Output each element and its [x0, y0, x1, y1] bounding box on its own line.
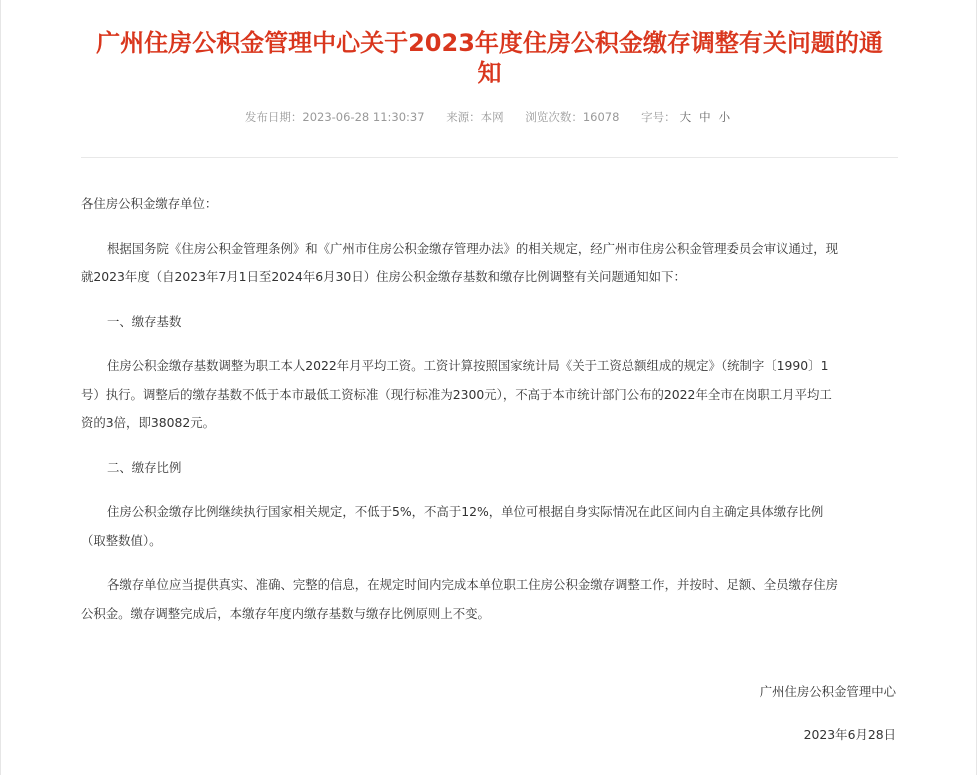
section1-paragraph-line: 资的3倍，即38082元。 — [81, 415, 216, 430]
view-count: 浏览次数：16078 — [525, 110, 620, 124]
section1-paragraph-line: 号）执行。调整后的缴存基数不低于本市最低工资标准（现行标准为2300元），不高于本市统计部门公布的2022年全市在岗职工月平均工 — [81, 386, 832, 402]
font-size-large-link[interactable]: 大 — [679, 110, 692, 124]
article-title-line2: 知 — [477, 59, 502, 87]
closing-paragraph-line: 各缴存单位应当提供真实、准确、完整的信息，在规定时间内完成本单位职工住房公积金缴存调整工作，并按时、足额、全员缴存住房 — [107, 577, 839, 592]
closing-paragraph-line: 公积金。缴存调整完成后，本缴存年度内缴存基数与缴存比例原则上不变。 — [81, 605, 490, 621]
font-size-label: 字号： — [641, 110, 676, 124]
title-divider — [81, 157, 898, 158]
article-meta — [61, 108, 918, 126]
article-body — [81, 190, 898, 628]
article-title — [61, 28, 918, 88]
font-size-small-link[interactable]: 小 — [718, 110, 731, 124]
signature-date: 2023年6月28日 — [803, 727, 896, 742]
section1-paragraph-line: 住房公积金缴存基数调整为职工本人2022年月平均工资。工资计算按照国家统计局《关于工资总额组成的规定》（统制字〔1990〕1 — [107, 358, 829, 373]
publish-date: 发布日期：2023-06-28 11:30:37 — [244, 110, 425, 124]
intro-paragraph-line: 就2023年度（自2023年7月1日至2024年6月30日）住房公积金缴存基数和缴存比例调整有关问题通知如下： — [81, 269, 686, 284]
section2-paragraph-line: （取整数值）。 — [81, 532, 162, 548]
intro-paragraph-line: 根据国务院《住房公积金管理条例》和《广州市住房公积金缴存管理办法》的相关规定，经广州市住房公积金管理委员会审议通过，现 — [107, 240, 839, 256]
article-title-line1: 广州住房公积金管理中心关于2023年度住房公积金缴存调整有关问题的通 — [96, 29, 883, 57]
section2-heading: 二、缴存比例 — [107, 459, 182, 475]
section1-heading: 一、缴存基数 — [107, 313, 182, 329]
source: 来源：本网 — [446, 110, 504, 124]
font-size-medium-link[interactable]: 中 — [699, 110, 711, 124]
section2-paragraph-line: 住房公积金缴存比例继续执行国家相关规定，不低于5%，不高于12%，单位可根据自身实际情况在此区间内自主确定具体缴存比例 — [107, 504, 824, 519]
signature-organization: 广州住房公积金管理中心 — [759, 684, 896, 699]
salutation: 各住房公积金缴存单位： — [81, 196, 218, 211]
font-size-control — [641, 110, 734, 124]
